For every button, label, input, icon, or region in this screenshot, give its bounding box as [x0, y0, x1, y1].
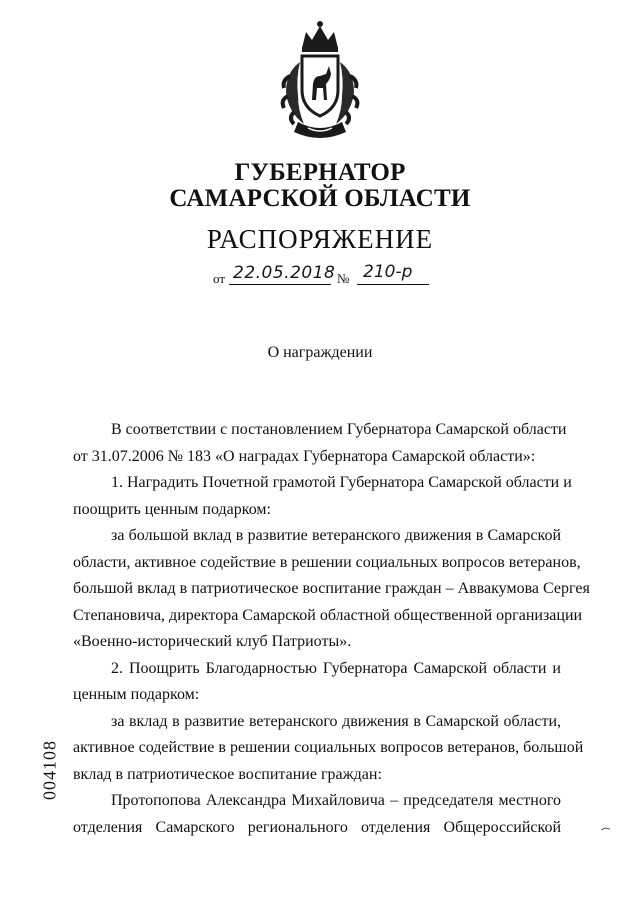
issuer-title-line2: САМАРСКОЙ ОБЛАСТИ	[169, 185, 471, 212]
number-underline	[357, 284, 429, 285]
body-line: за большой вклад в развитие ветеранского движения в Самарской	[111, 527, 561, 544]
document-type: РАСПОРЯЖЕНИЕ	[206, 224, 434, 254]
samara-region-coat-of-arms-icon	[272, 18, 368, 148]
date-prefix: от	[213, 271, 226, 286]
number-prefix: №	[337, 271, 350, 286]
body-line: Протопопова Александра Михайловича – председателя местного	[111, 792, 561, 809]
body-line: 1. Наградить Почетной грамотой Губернатора Самарской области и	[111, 474, 572, 491]
document-subject: О награждении	[267, 344, 373, 361]
body-line: области, активное содействие в решении социальных вопросов ветеранов,	[73, 553, 581, 571]
body-line: ценным подарком:	[73, 686, 200, 703]
date-underline	[229, 284, 331, 285]
body-line: отделения Самарского регионального отделения Общероссийской	[73, 818, 561, 836]
body-line: В соответствии с постановлением Губернатора Самарской области	[111, 421, 567, 438]
body-line: большой вклад в патриотическое воспитание граждан – Аввакумова Сергея	[73, 580, 590, 597]
body-line: от 31.07.2006 № 183 «О наградах Губернатора Самарской области»:	[73, 447, 536, 465]
issuer-title-line1: ГУБЕРНАТОР	[234, 159, 406, 186]
body-line: вклад в патриотическое воспитание граждан:	[73, 765, 382, 783]
body-line: 2. Поощрить Благодарностью Губернатора Самарской области и	[111, 659, 561, 677]
body-line: активное содействие в решении социальных вопросов ветеранов, большой	[73, 739, 584, 756]
document-body	[73, 420, 590, 844]
body-line: Степановича, директора Самарской областной общественной организации	[73, 606, 583, 624]
date-number-line	[213, 262, 443, 288]
body-line: «Военно-исторический клуб Патриоты».	[73, 633, 352, 650]
registration-number: 004108	[39, 740, 60, 800]
body-line: за вклад в развитие ветеранского движения в Самарской области,	[111, 712, 561, 730]
scan-mark-icon	[601, 827, 611, 831]
body-line: поощрить ценным подарком:	[73, 500, 271, 518]
handwritten-date: 22.05.2018	[233, 263, 336, 283]
handwritten-number: 210-р	[363, 262, 413, 282]
